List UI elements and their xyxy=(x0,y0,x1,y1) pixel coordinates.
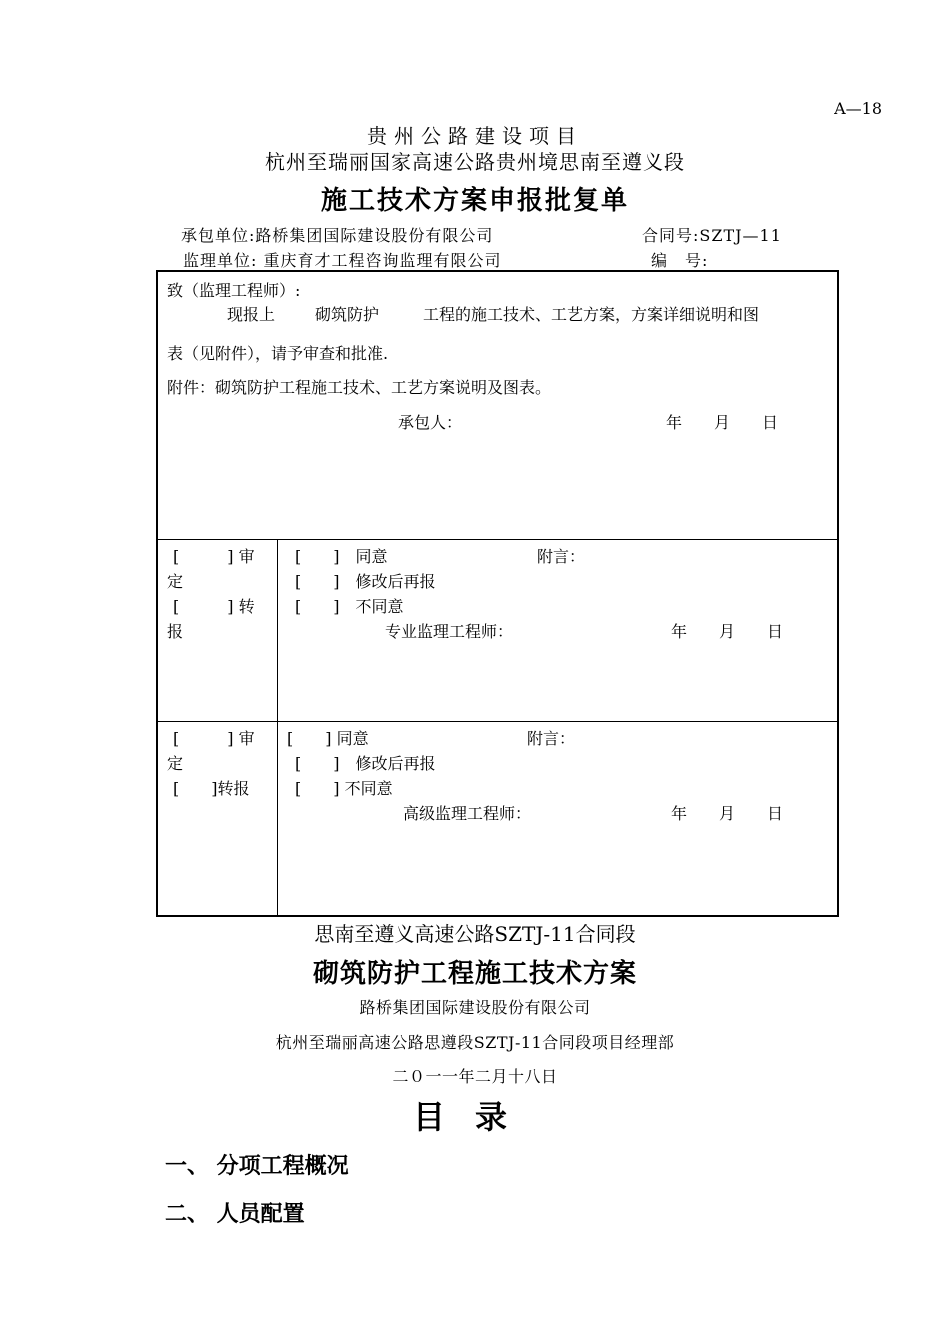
remark-label: 附言： xyxy=(537,547,586,566)
remark-label: 附言： xyxy=(527,729,576,748)
report-prefix: 现报上 xyxy=(227,305,276,324)
senior-engineer-signature-label: 高级监理工程师： xyxy=(403,804,532,823)
disagree-checkbox[interactable]: [ ] 不同意 xyxy=(295,779,393,798)
serial-number: 编 号: xyxy=(651,251,709,270)
specialist-date: 年 月 日 xyxy=(671,622,784,641)
toc-title: 目录 xyxy=(412,1098,537,1136)
specialist-engineer-signature-label: 专业监理工程师： xyxy=(385,622,514,641)
table-divider xyxy=(158,721,837,722)
senior-date: 年 月 日 xyxy=(671,804,784,823)
agree-checkbox[interactable]: [ ] 同意 xyxy=(287,729,369,748)
toc-item[interactable]: 二、 人员配置 xyxy=(165,1201,305,1227)
revise-checkbox[interactable]: [ ] 修改后再报 xyxy=(295,754,436,773)
attachment-note: 附件：砌筑防护工程施工技术、工艺方案说明及图表。 xyxy=(167,378,552,397)
plan-title: 砌筑防护工程施工技术方案 xyxy=(312,959,637,989)
disagree-checkbox[interactable]: [ ] 不同意 xyxy=(295,597,404,616)
revise-checkbox[interactable]: [ ] 修改后再报 xyxy=(295,572,436,591)
contract-number: 合同号:SZTJ—11 xyxy=(642,226,782,245)
toc-item[interactable]: 一、 分项工程概况 xyxy=(165,1153,349,1179)
plan-date: 二０一一年二月十八日 xyxy=(392,1067,558,1086)
review-checkbox[interactable]: [ ] 审 xyxy=(173,729,255,748)
table-divider xyxy=(158,539,837,540)
contractor-date: 年 月 日 xyxy=(666,413,779,432)
form-number: A—18 xyxy=(834,99,882,118)
approval-form-table xyxy=(156,270,839,917)
report-item: 砌筑防护 xyxy=(315,305,380,324)
project-section: 杭州至瑞丽国家高速公路贵州境思南至遵义段 xyxy=(265,150,685,174)
project-name: 贵州公路建设项目 xyxy=(367,124,583,148)
addressee: 致（监理工程师）: xyxy=(167,281,301,300)
supervisor-unit: 监理单位: 重庆育才工程咨询监理有限公司 xyxy=(183,251,502,270)
plan-company: 路桥集团国际建设股份有限公司 xyxy=(359,998,591,1017)
report-text: 工程的施工技术、工艺方案，方案详细说明和图 xyxy=(423,305,760,324)
review-label: 定 xyxy=(167,572,184,591)
document-title: 施工技术方案申报批复单 xyxy=(320,186,629,216)
contractor-signature-label: 承包人： xyxy=(398,413,463,432)
forward-label: 报 xyxy=(167,622,184,641)
agree-checkbox[interactable]: [ ] 同意 xyxy=(295,547,388,566)
table-column-divider xyxy=(277,539,278,917)
plan-department: 杭州至瑞丽高速公路思遵段SZTJ-11合同段项目经理部 xyxy=(275,1033,675,1052)
forward-checkbox[interactable]: [ ]转报 xyxy=(173,779,250,798)
report-text-continued: 表（见附件），请予审查和批准. xyxy=(167,344,389,363)
contractor-unit: 承包单位:路桥集团国际建设股份有限公司 xyxy=(181,226,494,245)
plan-subtitle: 思南至遵义高速公路SZTJ-11合同段 xyxy=(314,922,636,946)
forward-checkbox[interactable]: [ ] 转 xyxy=(173,597,255,616)
review-label: 定 xyxy=(167,754,184,773)
review-checkbox[interactable]: [ ] 审 xyxy=(173,547,255,566)
